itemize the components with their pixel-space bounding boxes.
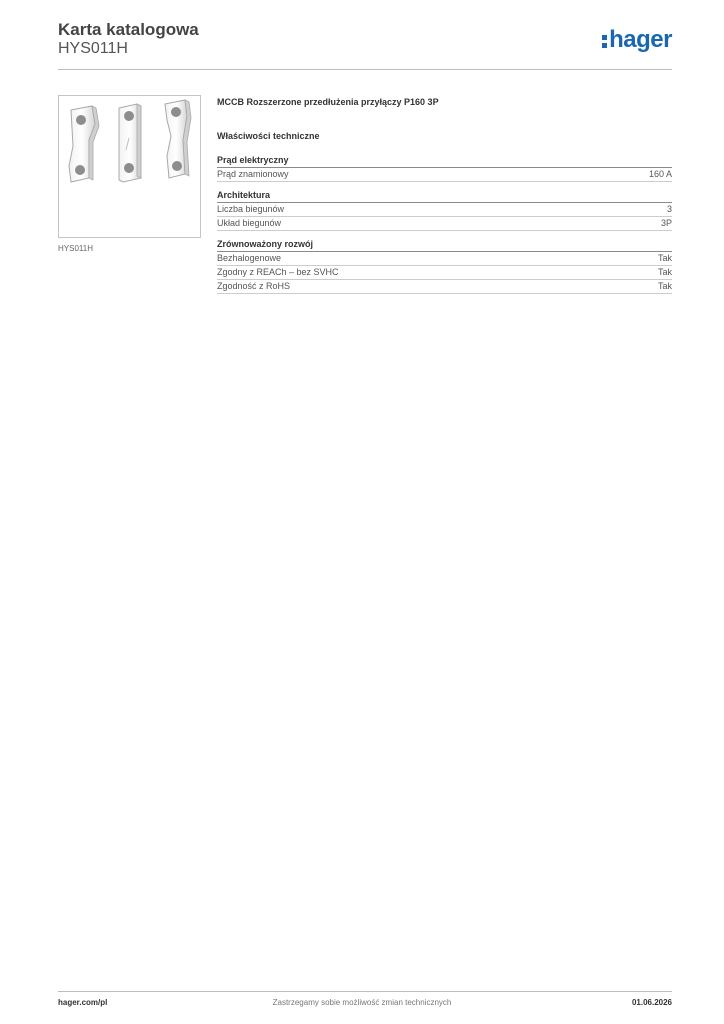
table-row bbox=[217, 266, 672, 280]
product-title: MCCB Rozszerzone przedłużenia przyłączy P160 3P bbox=[217, 97, 439, 107]
header-divider bbox=[58, 69, 672, 70]
section-title: Zrównoważony rozwój bbox=[217, 239, 672, 252]
table-row bbox=[217, 168, 672, 182]
plate-right bbox=[165, 100, 191, 178]
image-caption: HYS011H bbox=[58, 244, 93, 253]
footer-website-link[interactable]: hager.com/pl bbox=[58, 998, 108, 1007]
footer-divider bbox=[58, 991, 672, 992]
properties-title: Właściwości techniczne bbox=[217, 131, 320, 141]
product-code: HYS011H bbox=[58, 40, 128, 57]
footer-date: 01.06.2026 bbox=[631, 998, 672, 1007]
row-label: Zgodny z REACh – bez SVHC bbox=[217, 267, 339, 277]
row-label: Prąd znamionowy bbox=[217, 169, 289, 179]
row-label: Bezhalogenowe bbox=[217, 253, 282, 263]
section-title: Architektura bbox=[217, 190, 672, 203]
document-title: Karta katalogowa bbox=[58, 20, 199, 39]
plate-middle bbox=[119, 104, 141, 182]
section-architecture bbox=[217, 190, 672, 231]
table-row bbox=[217, 203, 672, 217]
table-row bbox=[217, 217, 672, 231]
row-label: Zgodność z RoHS bbox=[217, 281, 291, 291]
section-title: Prąd elektryczny bbox=[217, 155, 672, 168]
row-value: Tak bbox=[657, 267, 672, 277]
row-label: Liczba biegunów bbox=[217, 204, 285, 214]
logo-colon-icon bbox=[602, 34, 607, 48]
page-header bbox=[58, 20, 672, 70]
hager-logo bbox=[602, 26, 672, 54]
logo-text: hager bbox=[609, 26, 672, 53]
plate-left bbox=[69, 106, 99, 182]
row-value: Tak bbox=[657, 253, 672, 263]
section-sustainability bbox=[217, 239, 672, 294]
section-electric-current bbox=[217, 155, 672, 182]
product-image bbox=[58, 95, 201, 238]
row-value: 3P bbox=[660, 218, 672, 228]
table-row bbox=[217, 252, 672, 266]
row-value: 160 A bbox=[648, 169, 672, 179]
footer-disclaimer: Zastrzegamy sobie możliwość zmian technicznych bbox=[272, 998, 452, 1007]
product-details bbox=[217, 96, 672, 302]
row-value: 3 bbox=[666, 204, 672, 214]
row-label: Układ biegunów bbox=[217, 218, 282, 228]
terminal-extension-plates-icon bbox=[59, 96, 200, 237]
row-value: Tak bbox=[657, 281, 672, 291]
table-row bbox=[217, 280, 672, 294]
